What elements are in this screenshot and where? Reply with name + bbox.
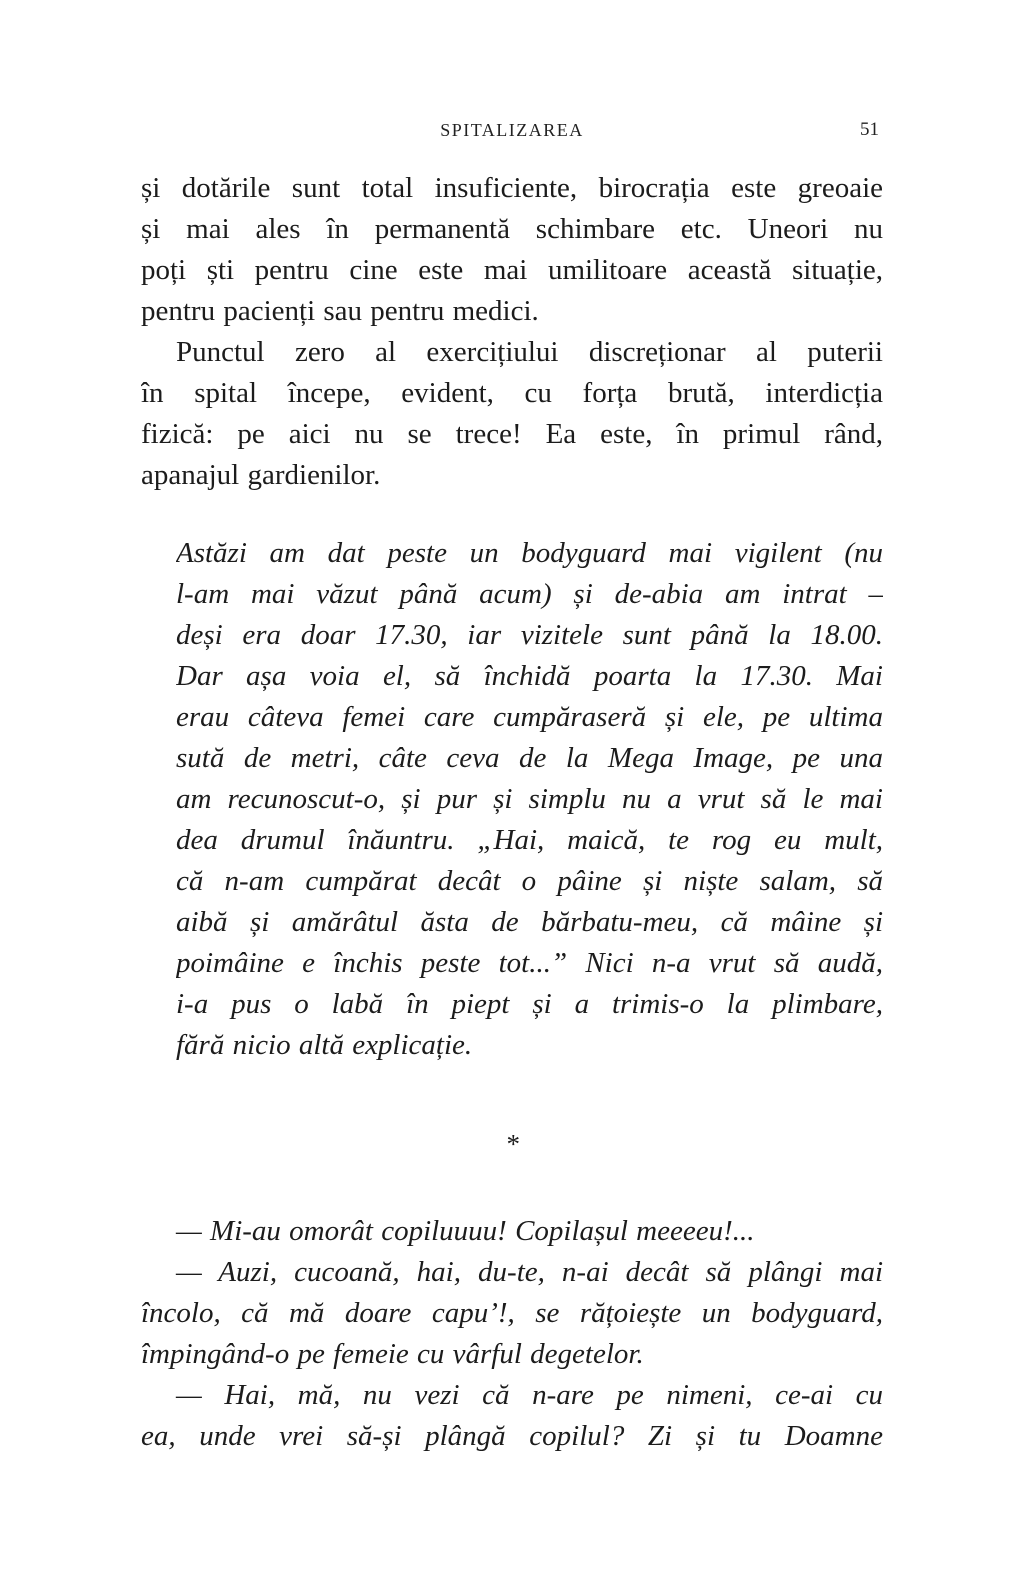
paragraph-body — [141, 332, 883, 496]
text-line: Astăzi am dat peste un bodyguard mai vigilent (nu — [176, 537, 883, 569]
text-line: — Hai, mă, nu vezi că n-are pe nimeni, ce-ai cu — [176, 1379, 883, 1411]
text-line: l-am mai văzut până acum) și de-abia am intrat – — [176, 578, 883, 610]
text-column — [141, 0, 883, 1589]
text-line: și dotările sunt total insuficiente, birocrația este greoaie — [141, 172, 883, 204]
text-line: sută de metri, câte ceva de la Mega Image, pe una — [176, 742, 883, 774]
text-line: ea, unde vrei să-și plângă copilul? Zi și tu Doamne — [141, 1420, 883, 1452]
text-line: — Auzi, cucoană, hai, du-te, n-ai decât să plângi mai — [176, 1256, 883, 1288]
text-line: — Mi-au omorât copiluuuu! Copilașul meeeeu!... — [176, 1215, 755, 1247]
paragraph-body — [141, 168, 883, 332]
paragraph-dialogue — [141, 1211, 883, 1252]
page-header — [141, 118, 883, 142]
text-line: fără nicio altă explicație. — [176, 1029, 473, 1061]
text-line: Punctul zero al exercițiului discreționar al puterii — [176, 336, 883, 368]
text-line: în spital începe, evident, cu forța brută, interdicția — [141, 377, 883, 409]
text-line: i-a pus o labă în piept și a trimis-o la plimbare, — [176, 988, 883, 1020]
text-line: apanajul gardienilor. — [141, 459, 381, 491]
paragraph-dialogue — [141, 1252, 883, 1375]
text-line: încolo, că mă doare capu’!, se rățoiește un bodyguard, — [141, 1297, 883, 1329]
text-line: erau câteva femei care cumpăraseră și ele, pe ultima — [176, 701, 883, 733]
page-number: 51 — [860, 119, 879, 140]
text-line: poți ști pentru cine este mai umilitoare această situație, — [141, 254, 883, 286]
text-line: dea drumul înăuntru. „Hai, maică, te rog eu mult, — [176, 824, 883, 856]
text-line: împingând-o pe femeie cu vârful degetelor. — [141, 1338, 644, 1370]
text-line: am recunoscut-o, și pur și simplu nu a vrut să le mai — [176, 783, 883, 815]
text-line: pentru pacienți sau pentru medici. — [141, 295, 539, 327]
text-line: deși era doar 17.30, iar vizitele sunt până la 18.00. — [176, 619, 883, 651]
text-line: și mai ales în permanentă schimbare etc. Uneori nu — [141, 213, 883, 245]
text-line: fizică: pe aici nu se trece! Ea este, în primul rând, — [141, 418, 883, 450]
chapter-title: SPITALIZAREA — [440, 120, 584, 140]
text-line: că n-am cumpărat decât o pâine și niște salam, să — [176, 865, 883, 897]
section-separator — [141, 1124, 883, 1165]
text-body — [141, 168, 883, 1457]
text-line: Dar așa voia el, să închidă poarta la 17.30. Mai — [176, 660, 883, 692]
paragraph-quote — [176, 533, 883, 1066]
text-line: aibă și amărâtul ăsta de bărbatu-meu, că mâine și — [176, 906, 883, 938]
text-line: poimâine e închis peste tot...” Nici n-a vrut să audă, — [176, 947, 883, 979]
separator-asterisk: * — [505, 1129, 519, 1159]
paragraph-dialogue — [141, 1375, 883, 1457]
